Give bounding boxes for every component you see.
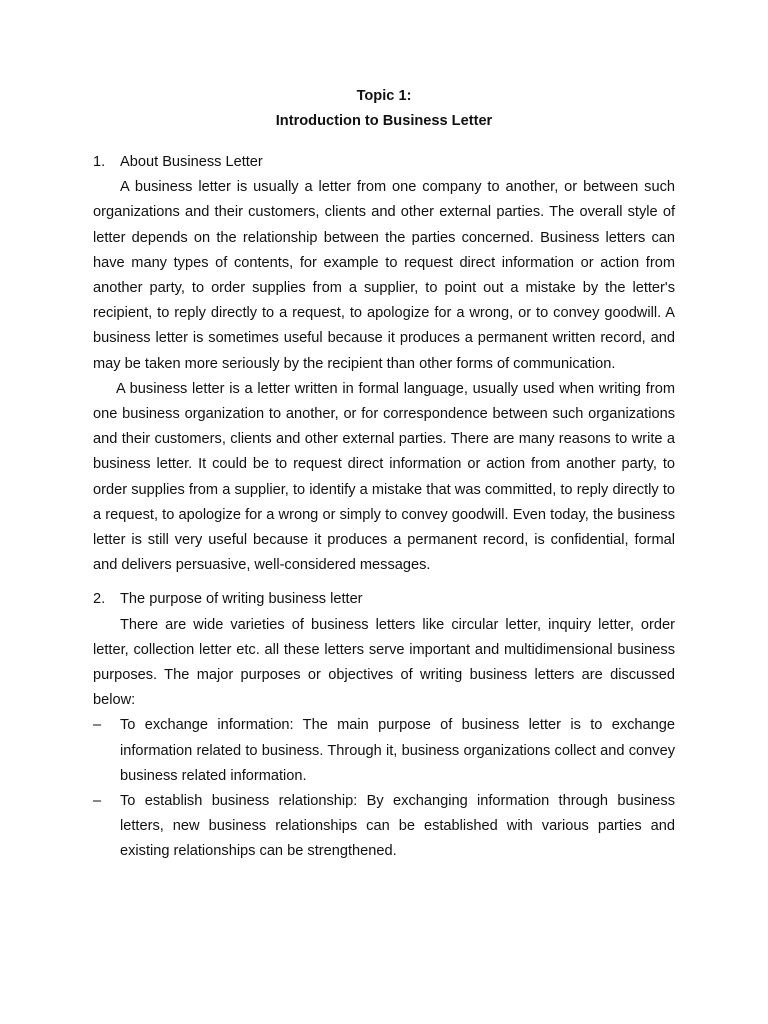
paragraph: A business letter is a letter written in formal language, usually used when writing from one business organization to another, or for correspondence between such organizations and their customers, clients and other external parties. There are many reasons to write a business letter. It could be to request direct information or action from another party, to order supplies from a supplier, to identify a mistake that was committed, to reply directly to a request, to apologize for a wrong or simply to convey goodwill. Even today, the business letter is still very useful because it produces a permanent record, is confidential, formal and delivers persuasive, well-considered messages. xyxy=(93,380,675,574)
section-heading xyxy=(93,587,675,612)
paragraph: A business letter is usually a letter from one company to another, or between such organizations and their customers, clients and other external parties. The overall style of letter depends on the relationship between the parties concerned. Business letters can have many types of contents, for example to request direct information or action from another party, to order supplies from a supplier, to point out a mistake by the letter's recipient, to reply directly to a request, to apologize for a wrong, or to convey goodwill. A business letter is sometimes useful because it produces a permanent written record, and may be taken more seriously by the recipient than other forms of communication. xyxy=(93,179,675,372)
section-title: About Business Letter xyxy=(120,154,263,170)
section-number: 1. xyxy=(93,154,106,170)
purpose-list xyxy=(93,713,675,864)
list-item xyxy=(93,789,675,865)
document-title: Introduction to Business Letter xyxy=(275,113,493,129)
dash-marker: – xyxy=(93,793,102,810)
list-item-text: To exchange information: The main purpose of business letter is to exchange information related to business. Through it, business organizations collect and convey business related information. xyxy=(120,717,675,784)
document-page xyxy=(93,84,675,874)
section-about-business-letter xyxy=(93,150,675,578)
section-purpose-of-business-letter xyxy=(93,587,675,864)
topic-label: Topic 1: xyxy=(356,88,412,104)
list-item-text: To establish business relationship: By exchanging information through business letters, new business relationships can be established with various parties and existing relationships can be strengthened. xyxy=(120,793,675,860)
title-block xyxy=(93,84,675,134)
dash-marker: – xyxy=(93,717,102,734)
section-number: 2. xyxy=(93,591,106,608)
list-item xyxy=(93,713,675,789)
section-heading xyxy=(93,150,675,175)
section-title: The purpose of writing business letter xyxy=(120,591,363,608)
paragraph: There are wide varieties of business letters like circular letter, inquiry letter, order letter, collection letter etc. all these letters serve important and multidimensional business purposes. The major purposes or objectives of writing business letters are discussed below: xyxy=(93,616,675,709)
